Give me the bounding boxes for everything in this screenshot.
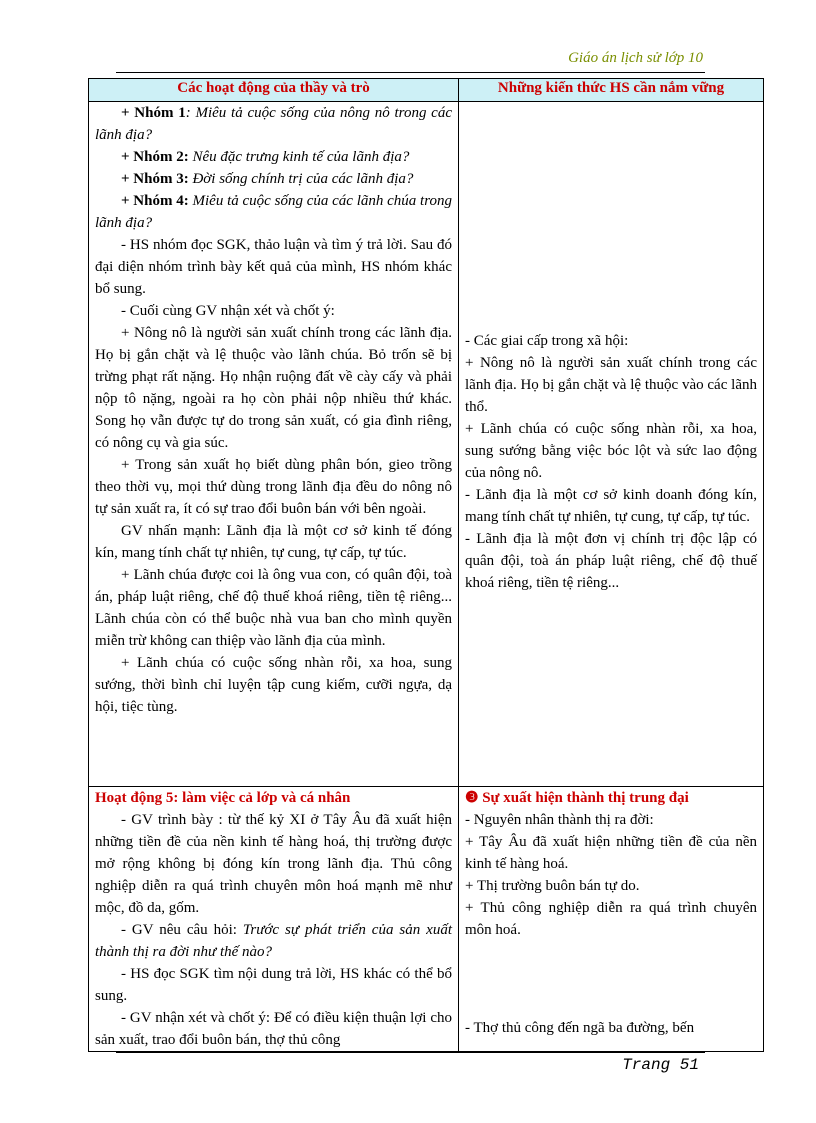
knowledge-item: + Thủ công nghiệp diễn ra quá trình chuyên môn hoá. xyxy=(465,900,757,938)
group-1-task xyxy=(95,102,452,146)
paragraph: - GV nhận xét và chốt ý: Để có điều kiện thuận lợi cho sản xuất, trao đổi buôn bán, thợ thủ công xyxy=(95,1010,452,1048)
knowledge-item: - Nguyên nhân thành thị ra đời: xyxy=(465,812,654,828)
knowledge-item: - Các giai cấp trong xã hội: xyxy=(465,333,629,349)
table-header-row xyxy=(89,79,764,102)
group-3-task xyxy=(95,168,452,190)
paragraph: GV nhấn mạnh: Lãnh địa là một cơ sở kinh tế đóng kín, mang tính chất tự nhiên, tự cung, tự cấp, tự túc. xyxy=(95,523,452,561)
teacher-question xyxy=(95,919,452,963)
col1-header: Các hoạt động của thầy và trò xyxy=(89,79,459,102)
knowledge-cell xyxy=(459,787,764,1052)
activities-cell xyxy=(89,102,459,787)
knowledge-item: - Lãnh địa là một cơ sở kinh doanh đóng kín, mang tính chất tự nhiên, tự cung, tự cấp, tự túc. xyxy=(465,487,757,525)
lesson-table xyxy=(88,78,764,1052)
paragraph: - HS nhóm đọc SGK, thảo luận và tìm ý trả lời. Sau đó đại diện nhóm trình bày kết quả của mình, HS nhóm khác bổ sung. xyxy=(95,237,452,297)
group-1-text: : Miêu tả cuộc sống của nông nô trong các lãnh địa? xyxy=(95,105,453,143)
question-prefix: - GV nêu câu hỏi: xyxy=(121,922,243,938)
group-3-label: + Nhóm 3: xyxy=(121,171,189,187)
col2-header: Những kiến thức HS cần nắm vững xyxy=(459,79,764,102)
group-3-text: Đời sống chính trị của các lãnh địa? xyxy=(188,171,414,187)
group-2-label: + Nhóm 2: xyxy=(121,149,189,165)
spacer xyxy=(465,941,757,1017)
section-3-title: Sự xuất hiện thành thị trung đại xyxy=(482,790,689,806)
table-row xyxy=(89,102,764,787)
group-2-task xyxy=(95,146,452,168)
knowledge-item: - Lãnh địa là một đơn vị chính trị độc lập có quân đội, toà án pháp luật riêng, chế độ thuế khoá riêng, tiền tệ riêng... xyxy=(465,531,757,591)
footer-divider xyxy=(116,1052,705,1053)
group-4-text: Miêu tả cuộc sống của các lãnh chúa trong lãnh địa? xyxy=(95,193,453,231)
page-number: Trang 51 xyxy=(622,1056,699,1074)
section-3-heading xyxy=(465,787,757,809)
group-1-label: + Nhóm 1 xyxy=(121,105,186,121)
paragraph: - Cuối cùng GV nhận xét và chốt ý: xyxy=(121,303,335,319)
header-divider xyxy=(116,72,705,73)
group-4-task xyxy=(95,190,452,234)
paragraph: - HS đọc SGK tìm nội dung trả lời, HS khác có thể bổ sung. xyxy=(95,966,452,1004)
knowledge-item: + Tây Âu đã xuất hiện những tiền đề của nền kinh tế hàng hoá. xyxy=(465,834,757,872)
knowledge-item: - Thợ thủ công đến ngã ba đường, bến xyxy=(465,1020,695,1036)
knowledge-item: + Nông nô là người sản xuất chính trong các lãnh địa. Họ bị gắn chặt và lệ thuộc vào các lãnh thổ. xyxy=(465,355,757,415)
paragraph: + Lãnh chúa được coi là ông vua con, có quân đội, toà án, pháp luật riêng, chế độ thuế khoá riêng, tiền tệ riêng... Lãnh chúa còn có thể buộc nhà vua ban cho mình quyền miễn trừ không can thiệp vào lãnh địa của mình. xyxy=(95,567,452,649)
paragraph: - GV trình bày : từ thế kỷ XI ở Tây Âu đã xuất hiện những tiền đề của nền kinh tế hàng hoá, thị trường được mở rộng không bị đóng kín trong lãnh địa. Thủ công nghiệp diễn ra quá trình chuyên môn hoá mạnh mẽ như mộc, đồ da, gốm. xyxy=(95,812,452,916)
spacer xyxy=(465,102,757,330)
paragraph: + Nông nô là người sản xuất chính trong các lãnh địa. Họ bị gắn chặt và lệ thuộc vào lãnh chúa. Bỏ trốn sẽ bị trừng phạt rất nặng. Họ nhận ruộng đất về cày cấy và phải nộp tô nặng, ngoài ra họ còn phải nộp nhiều thứ khác. Song họ vẫn được tự do trong sản xuất, có gia đình riêng, có nông cụ và gia súc. xyxy=(95,325,452,451)
number-3-icon: ❸ xyxy=(465,790,479,806)
question-text: Trước sự phát triển của sản xuất thành thị ra đời như thế nào? xyxy=(95,922,452,960)
table-row xyxy=(89,787,764,1052)
group-4-label: + Nhóm 4: xyxy=(121,193,189,209)
knowledge-item: + Lãnh chúa có cuộc sống nhàn rỗi, xa hoa, sung sướng bằng việc bóc lột và sức lao động của nông nô. xyxy=(465,421,757,481)
activities-cell xyxy=(89,787,459,1052)
group-2-text: Nêu đặc trưng kinh tế của lãnh địa? xyxy=(188,149,410,165)
activity-5-heading: Hoạt động 5: làm việc cả lớp và cá nhân xyxy=(95,790,351,806)
paragraph: + Trong sản xuất họ biết dùng phân bón, gieo trồng theo thời vụ, mọi thứ dùng trong lãnh địa đều do nông nô tự sản xuất ra, ít có sự trao đổi buôn bán với bên ngoài. xyxy=(95,457,452,517)
knowledge-cell xyxy=(459,102,764,787)
knowledge-item: + Thị trường buôn bán tự do. xyxy=(465,878,640,894)
paragraph: + Lãnh chúa có cuộc sống nhàn rỗi, xa hoa, sung sướng, thời bình chỉ luyện tập cung kiếm, cưỡi ngựa, dạ hội, tiệc tùng. xyxy=(95,655,452,715)
document-header-title: Giáo án lịch sử lớp 10 xyxy=(568,50,703,66)
